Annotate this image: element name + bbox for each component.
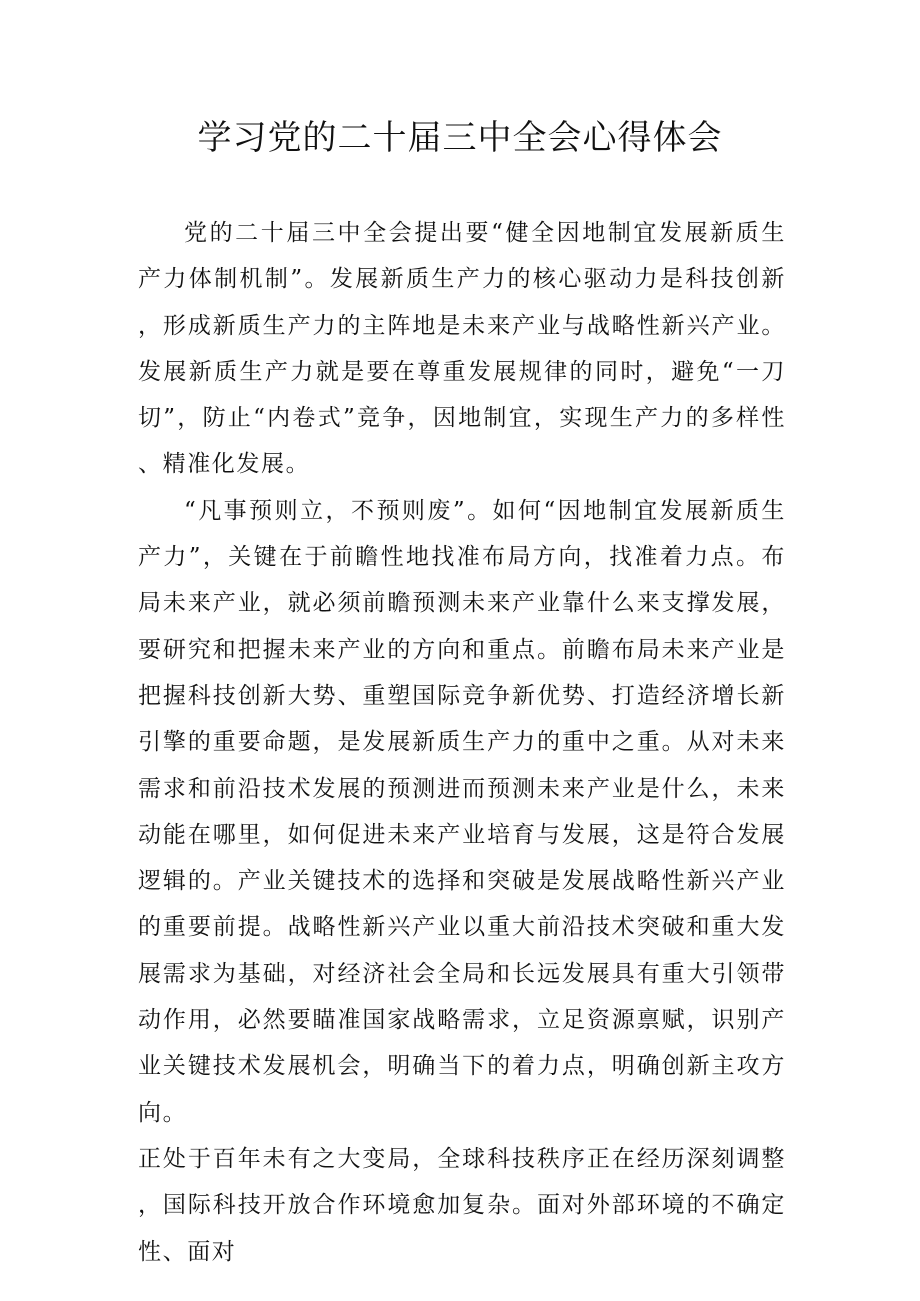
- paragraph-2: “凡事预则立，不预则废”。如何“因地制宜发展新质生产力”，关键在于前瞻性地找准布局方向，找准着力点。布局未来产业，就必须前瞻预测未来产业靠什么来支撑发展，要研究和把握未来产业的方向和重点。前瞻布局未来产业是把握科技创新大势、重塑国际竞争新优势、打造经济增长新引擎的重要命题，是发展新质生产力的重中之重。从对未来需求和前沿技术发展的预测进而预测未来产业是什么，未来动能在哪里，如何促进未来产业培育与发展，这是符合发展逻辑的。产业关键技术的选择和突破是发展战略性新兴产业的重要前提。战略性新兴产业以重大前沿技术突破和重大发展需求为基础，对经济社会全局和长远发展具有重大引领带动作用，必然要瞄准国家战略需求，立足资源禀赋，识别产业关键技术发展机会，明确当下的着力点，明确创新主攻方向。: [138, 497, 786, 1126]
- paragraph-3: 正处于百年未有之大变局，全球科技秩序正在经历深刻调整，国际科技开放合作环境愈加复杂。面对外部环境的不确定性、面对: [138, 1145, 786, 1265]
- document-body: [138, 210, 786, 1275]
- document-title: 学习党的二十届三中全会心得体会: [197, 118, 723, 158]
- paragraph-1: 党的二十届三中全会提出要“健全因地制宜发展新质生产力体制机制”。发展新质生产力的核心驱动力是科技创新，形成新质生产力的主阵地是未来产业与战略性新兴产业。发展新质生产力就是要在尊重发展规律的同时，避免“一刀切”，防止“内卷式”竞争，因地制宜，实现生产力的多样性、精准化发展。: [138, 220, 786, 478]
